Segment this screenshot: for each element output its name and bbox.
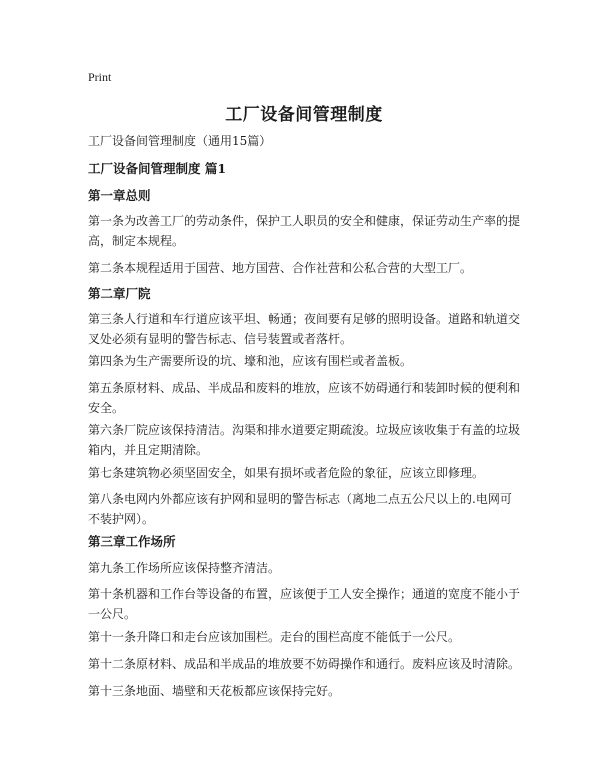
- document-title: 工厂设备间管理制度: [225, 105, 383, 125]
- paragraph: 第八条电网内外都应该有护网和显明的警告标志（离地二点五公尺以上的.电网可不装护网）。: [88, 492, 512, 526]
- paragraph: 第三条人行道和车行道应该平坦、畅通；夜间要有足够的照明设备。道路和轨道交叉处必须有显明的警告标志、信号装置或者落杆。: [88, 312, 521, 346]
- paragraph: 第七条建筑物必须坚固安全，如果有损坏或者危险的象征，应该立即修理。: [88, 466, 485, 480]
- paragraph: 第十条机器和工作台等设备的布置，应该便于工人安全操作；通道的宽度不能小于一公尺。: [88, 587, 521, 621]
- paragraph: 第四条为生产需要所设的坑、壕和池，应该有围栏或者盖板。: [88, 354, 413, 368]
- paragraph: 第十二条原材料、成品和半成品的堆放要不妨碍操作和通行。废料应该及时清除。: [88, 657, 521, 671]
- paragraph: 第五条原材料、成品、半成品和废料的堆放，应该不妨碍通行和装卸时候的便利和安全。: [88, 381, 521, 415]
- section-heading: 工厂设备间管理制度 篇1: [88, 161, 227, 176]
- paragraph: 第十三条地面、墙壁和天花板都应该保持完好。: [88, 684, 341, 698]
- paragraph: 第二条本规程适用于国营、地方国营、合作社营和公私合营的大型工厂。: [88, 261, 473, 275]
- paragraph: 第六条厂院应该保持清洁。沟渠和排水道要定期疏浚。垃圾应该收集于有盖的垃圾箱内，并且定期清除。: [88, 423, 521, 457]
- chapter-heading: 第三章工作场所: [88, 534, 176, 549]
- paragraph: 第九条工作场所应该保持整齐清洁。: [88, 561, 281, 575]
- print-label: Print: [88, 70, 112, 84]
- document-subtitle: 工厂设备间管理制度（通用15篇）: [88, 134, 272, 148]
- paragraph: 第一条为改善工厂的劳动条件，保护工人职员的安全和健康，保证劳动生产率的提高，制定本规程。: [88, 214, 521, 248]
- chapter-heading: 第二章厂院: [88, 286, 151, 301]
- paragraph: 第十一条升降口和走台应该加围栏。走台的围栏高度不能低于一公尺。: [88, 630, 461, 644]
- chapter-heading: 第一章总则: [88, 188, 151, 203]
